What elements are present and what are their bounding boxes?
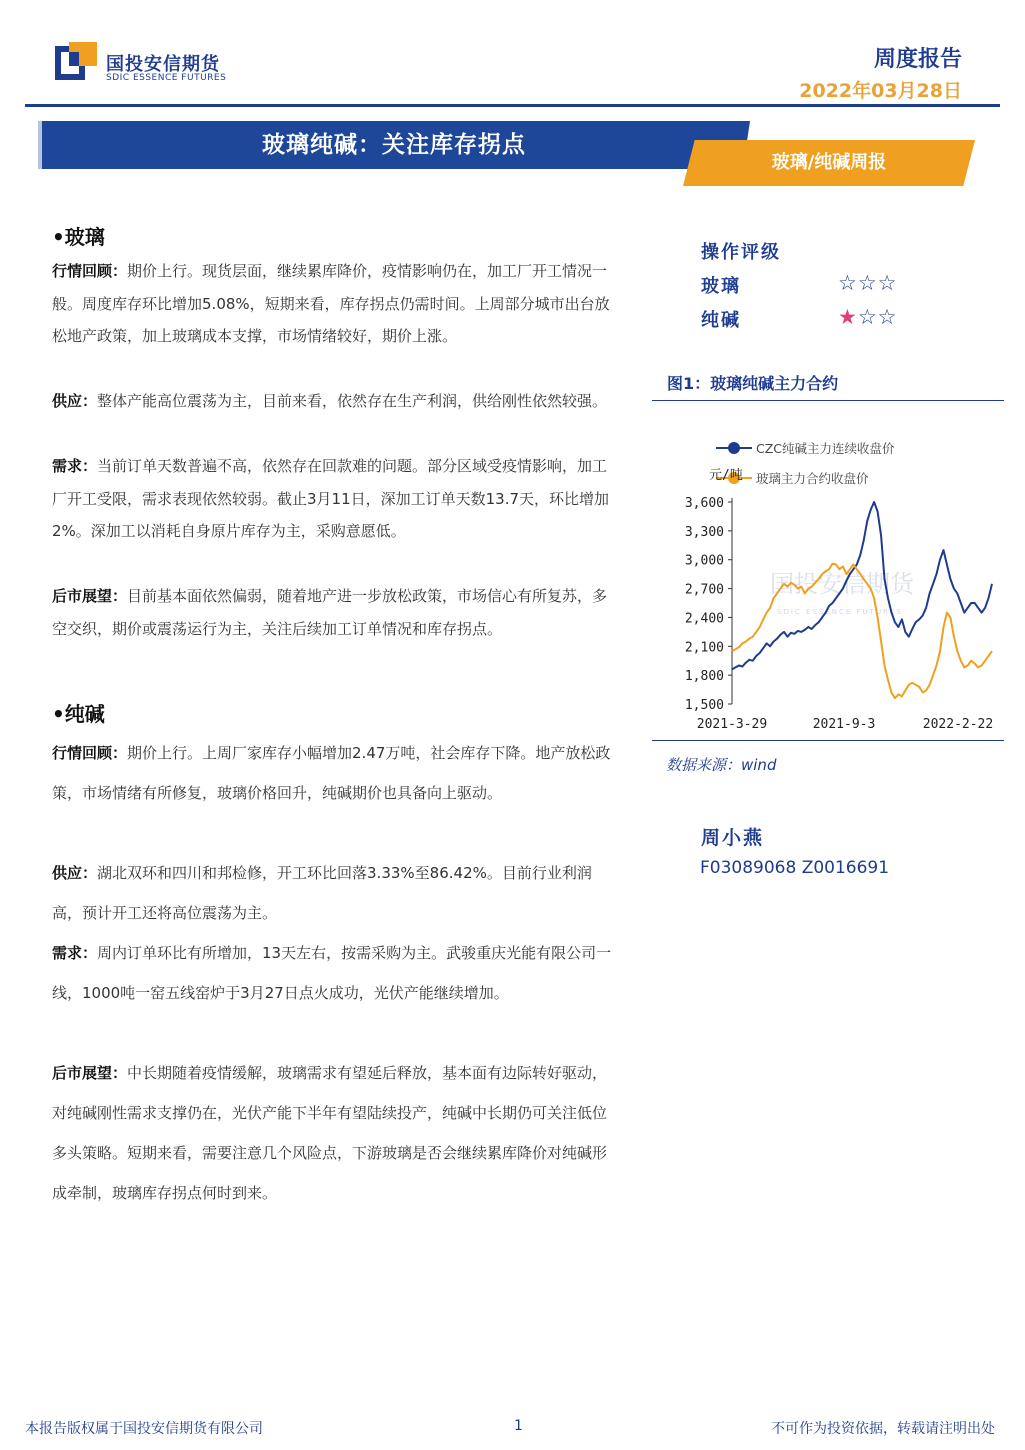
y-tick-label: 3,300 — [684, 524, 724, 540]
x-tick-label: 2022-2-22 — [922, 717, 994, 732]
price-line-chart — [652, 432, 1004, 737]
legend-swatch-marker — [728, 442, 740, 454]
figure-title: 图1：玻璃纯碱主力合约 — [667, 374, 839, 393]
glass-demand — [52, 450, 612, 548]
y-tick-label: 2,700 — [684, 582, 724, 598]
soda-supply — [52, 853, 612, 933]
glass-outlook — [52, 580, 612, 645]
author-cert-number: F03089068 Z0016691 — [700, 858, 890, 878]
report-subtitle: 玻璃/纯碱周报 — [771, 152, 887, 173]
para-text: 周内订单环比有所增加，13天左右，按需采购为主。武骏重庆光能有限公司一线，1000吨一窑五线窑炉于3月27日点火成功，光伏产能继续增加。 — [52, 944, 612, 1002]
glass-supply — [52, 385, 612, 418]
star-empty-icon: ☆ — [838, 271, 858, 295]
y-tick-label: 3,600 — [684, 496, 724, 511]
para-text: 中长期随着疫情缓解，玻璃需求有望延后释放，基本面有边际转好驱动，对纯碱刚性需求支撑仍在，光伏产能下半年有望陆续投产，纯碱中长期仍可关注低位多头策略。短期来看，需要注意几个风险点，下游玻璃是否会继续累库降价对纯碱形成牵制，玻璃库存拐点何时到来。 — [52, 1064, 608, 1202]
star-empty-icon: ☆ — [877, 305, 898, 329]
legend-label: 玻璃主力合约收盘价 — [756, 471, 869, 486]
y-tick-label: 3,000 — [684, 553, 724, 569]
header-divider — [25, 104, 1000, 107]
y-tick-label: 1,800 — [684, 669, 724, 685]
report-date: 2022年03月28日 — [799, 80, 962, 102]
para-label: 行情回顾： — [52, 262, 128, 280]
para-label: 后市展望： — [52, 587, 128, 605]
para-text: 整体产能高位震荡为主，目前来看，依然存在生产利润，供给刚性依然较强。 — [97, 392, 608, 410]
para-label: 需求： — [52, 457, 98, 475]
para-label: 供应： — [52, 392, 98, 410]
company-logo-icon — [55, 42, 97, 84]
y-tick-label: 1,500 — [684, 698, 724, 713]
para-text: 目前基本面依然偏弱，随着地产进一步放松政策，市场信心有所复苏，多空交织，期价或震荡运行为主，关注后续加工订单情况和库存拐点。 — [52, 587, 608, 638]
star-filled-icon: ★ — [838, 305, 858, 329]
figure-top-rule — [652, 400, 1004, 401]
footer-copyright: 本报告版权属于国投安信期货有限公司 — [25, 1421, 263, 1437]
para-label: 需求： — [52, 944, 98, 962]
soda-demand — [52, 933, 612, 1013]
rating-stars-soda — [838, 305, 897, 329]
para-text: 湖北双环和四川和邦检修，开工环比回落3.33%至86.42%。目前行业利润高，预计开工还将高位震荡为主。 — [52, 864, 592, 922]
data-source: 数据来源：wind — [666, 756, 777, 774]
legend-label: CZC纯碱主力连续收盘价 — [756, 441, 895, 456]
soda-outlook — [52, 1053, 612, 1213]
star-empty-icon: ☆ — [877, 271, 898, 295]
star-empty-icon: ☆ — [857, 305, 878, 329]
para-label: 行情回顾： — [52, 744, 128, 762]
rating-stars-glass — [838, 271, 897, 295]
report-title: 玻璃纯碱：关注库存拐点 — [262, 132, 526, 158]
y-tick-label: 2,400 — [684, 611, 724, 627]
star-empty-icon: ☆ — [857, 271, 878, 295]
glass-market-review — [52, 255, 612, 353]
rating-name-soda: 纯碱 — [701, 310, 741, 331]
company-name-en: SDIC ESSENCE FUTURES — [106, 73, 227, 83]
soda-market-review — [52, 733, 612, 813]
para-text: 期价上行。上周厂家库存小幅增加2.47万吨，社会库存下降。地产放松政策，市场情绪有所修复，玻璃价格回升，纯碱期价也具备向上驱动。 — [52, 744, 611, 802]
footer-page-number: 1 — [514, 1418, 523, 1434]
para-label: 后市展望： — [52, 1064, 128, 1082]
author-name: 周小燕 — [701, 827, 765, 849]
footer-disclaimer: 不可作为投资依据，转载请注明出处 — [771, 1421, 995, 1437]
figure-bottom-rule — [652, 740, 1004, 741]
report-type: 周度报告 — [873, 47, 962, 72]
x-tick-label: 2021-9-3 — [812, 717, 876, 732]
rating-title: 操作评级 — [701, 242, 781, 263]
para-text: 当前订单天数普遍不高，依然存在回款难的问题。部分区域受疫情影响，加工厂开工受限，需求表现依然较弱。截止3月11日，深加工订单天数13.7天，环比增加2%。深加工以消耗自身原片库存为主，采购意愿低。 — [52, 457, 610, 540]
y-axis-unit: 元/吨 — [709, 468, 743, 483]
section-heading-glass: •玻璃 — [52, 225, 105, 249]
company-name-cn: 国投安信期货 — [106, 54, 220, 75]
para-label: 供应： — [52, 864, 98, 882]
x-tick-label: 2021-3-29 — [696, 717, 768, 732]
y-tick-label: 2,100 — [684, 640, 724, 656]
section-heading-soda: •纯碱 — [52, 702, 105, 726]
chart-watermark: 国投安信期货 — [770, 570, 914, 598]
chart-watermark-en: SDIC ESSENCE FUTURES — [777, 608, 903, 616]
rating-name-glass: 玻璃 — [701, 276, 741, 297]
para-text: 期价上行。现货层面，继续累库降价，疫情影响仍在，加工厂开工情况一般。周度库存环比增加5.08%，短期来看，库存拐点仍需时间。上周部分城市出台放松地产政策，加上玻璃成本支撑，市场情绪较好，期价上涨。 — [52, 262, 610, 345]
